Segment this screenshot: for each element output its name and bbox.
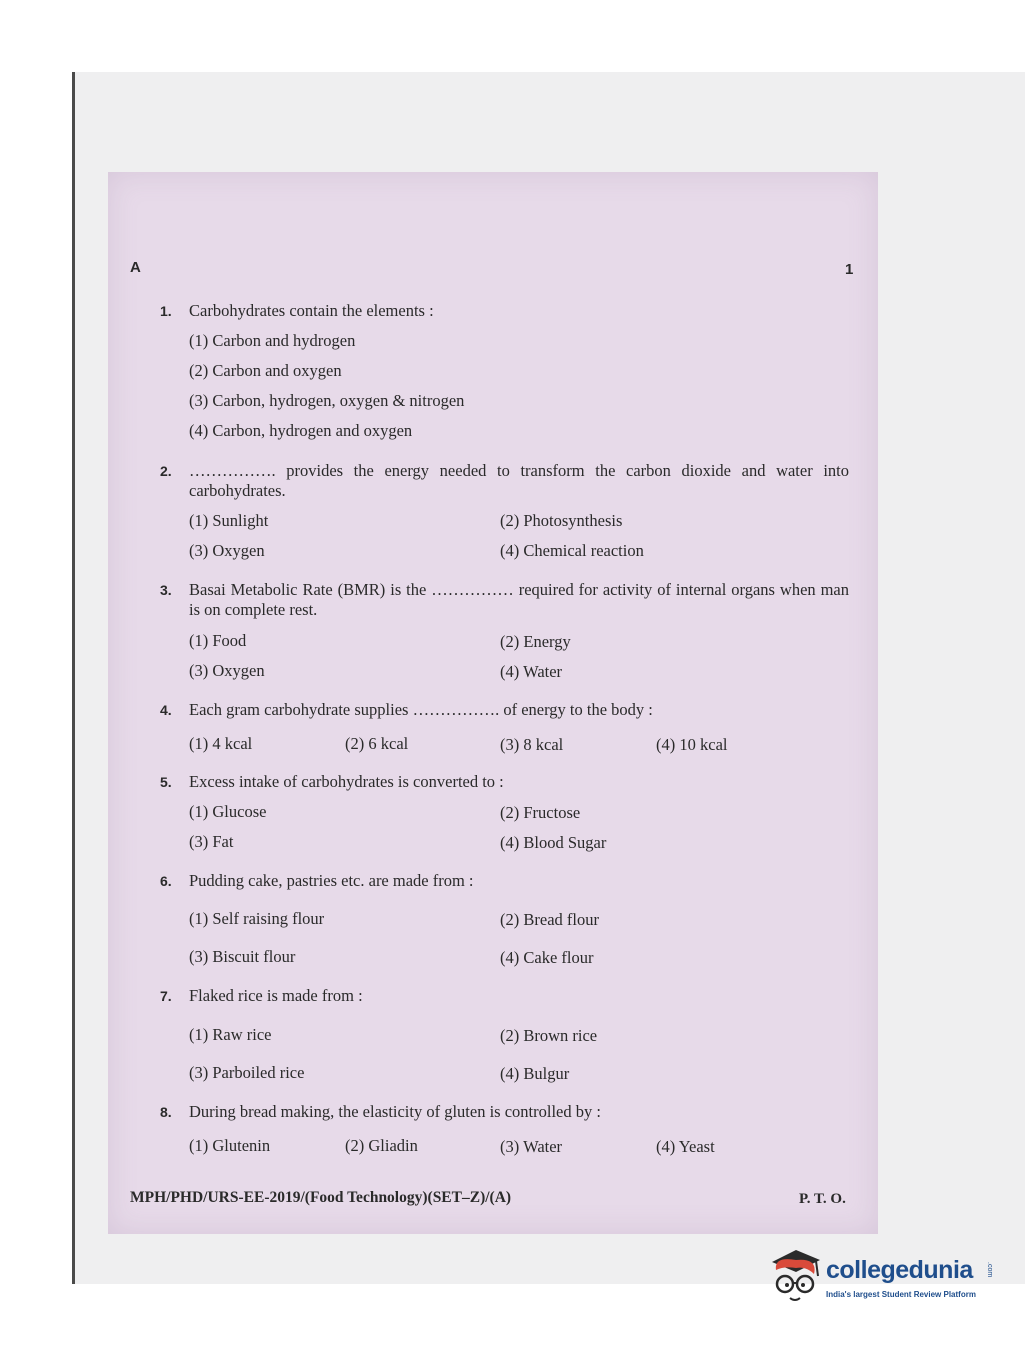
- option: (1) Self raising flour: [189, 909, 325, 928]
- please-turn-over: P. T. O.: [799, 1191, 846, 1207]
- option: (1) Raw rice: [189, 1025, 272, 1044]
- option: (4) Chemical reaction: [500, 541, 644, 560]
- question-number: 8.: [160, 1104, 172, 1120]
- option: (3) Oxygen: [189, 541, 265, 560]
- question-number: 5.: [160, 774, 172, 790]
- option: (1) Sunlight: [189, 511, 269, 530]
- question-text: During bread making, the elasticity of gluten is controlled by :: [189, 1102, 601, 1121]
- collegedunia-logo: [766, 1246, 996, 1316]
- option: (2) Gliadin: [345, 1136, 418, 1155]
- option: (4) Bulgur: [500, 1064, 570, 1083]
- option: (3) Parboiled rice: [189, 1063, 305, 1082]
- option: (2) 6 kcal: [345, 734, 409, 753]
- option: (1) Glutenin: [189, 1136, 271, 1155]
- question-text: Excess intake of carbohydrates is converted to :: [189, 772, 504, 791]
- option: (3) Fat: [189, 832, 234, 851]
- option: (4) Carbon, hydrogen and oxygen: [189, 421, 413, 440]
- option: (3) Biscuit flour: [189, 947, 296, 966]
- exam-code: MPH/PHD/URS-EE-2019/(Food Technology)(SET–Z)/(A): [130, 1189, 512, 1206]
- option: (1) 4 kcal: [189, 734, 253, 753]
- option: (3) Carbon, hydrogen, oxygen & nitrogen: [189, 391, 465, 410]
- question-text: Flaked rice is made from :: [189, 986, 363, 1005]
- option: (4) Yeast: [656, 1137, 715, 1156]
- option: (2) Energy: [500, 632, 571, 651]
- option: (1) Glucose: [189, 802, 267, 821]
- set-code: A: [130, 259, 141, 276]
- option: (3) 8 kcal: [500, 735, 564, 754]
- question-number: 3.: [160, 582, 172, 598]
- option: (4) Cake flour: [500, 948, 594, 967]
- option: (2) Carbon and oxygen: [189, 361, 342, 380]
- question-number: 4.: [160, 702, 172, 718]
- question-number: 1.: [160, 303, 172, 319]
- option: (2) Fructose: [500, 803, 581, 822]
- option: (3) Oxygen: [189, 661, 265, 680]
- option: (4) Blood Sugar: [500, 833, 607, 852]
- logo-tagline: India's largest Student Review Platform: [826, 1290, 976, 1299]
- option: (1) Carbon and hydrogen: [189, 331, 356, 350]
- question-text: Each gram carbohydrate supplies ……………. of energy to the body :: [189, 700, 653, 719]
- question-text: ……………. provides the energy needed to transform the carbon dioxide and water into carbohydrates.: [189, 461, 849, 500]
- logo-domain-suffix: .com: [986, 1262, 993, 1278]
- scan-edge: [72, 72, 75, 1284]
- option: (4) 10 kcal: [656, 735, 728, 754]
- mascot-icon: [766, 1246, 824, 1308]
- question-text: Pudding cake, pastries etc. are made from :: [189, 871, 474, 890]
- page-number: 1: [845, 261, 854, 278]
- option: (4) Water: [500, 662, 563, 681]
- question-number: 6.: [160, 873, 172, 889]
- logo-wordmark: collegedunia: [826, 1256, 973, 1284]
- option: (2) Photosynthesis: [500, 511, 623, 530]
- question-text: Basai Metabolic Rate (BMR) is the …………… required for activity of internal organs when man is on complete rest.: [189, 580, 849, 619]
- option: (3) Water: [500, 1137, 563, 1156]
- question-number: 7.: [160, 988, 172, 1004]
- option: (2) Bread flour: [500, 910, 599, 929]
- question-number: 2.: [160, 463, 172, 479]
- question-text: Carbohydrates contain the elements :: [189, 301, 434, 320]
- option: (2) Brown rice: [500, 1026, 598, 1045]
- option: (1) Food: [189, 631, 247, 650]
